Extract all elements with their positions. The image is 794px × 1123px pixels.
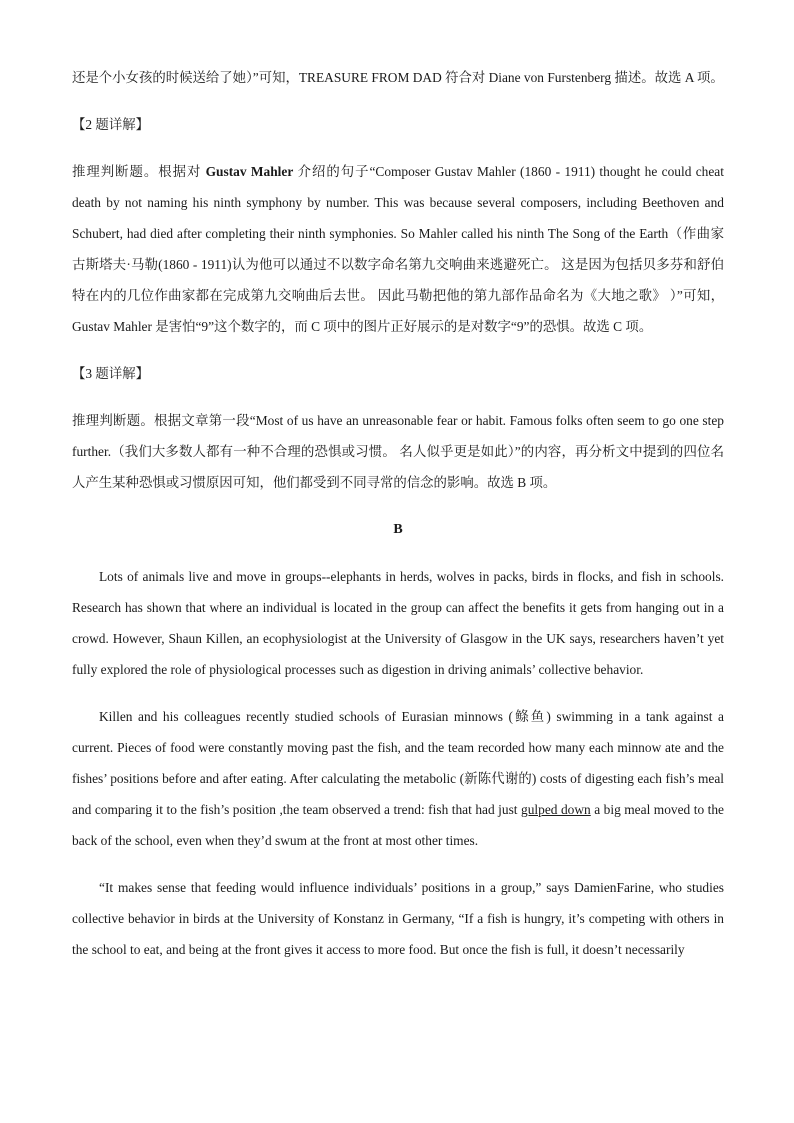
section-a-ending-text: 还是个小女孩的时候送给了她）”可知，TREASURE FROM DAD 符合对 Diane von Furstenberg 描述。故选 A 项。 <box>72 70 724 85</box>
q2-text-rest: 介绍的句子“Composer Gustav Mahler (1860 - 1911) thought he could cheat death by not naming his ninth symphony by number. This was because several composers, including Beethoven and Schubert, had died after completing their ninth symphonies. So Mahler called his ninth The Song of the Earth（作曲家古斯塔夫·马勒(1860 - 1911)认为他可以通过不以数字命名第九交响曲来逃避死亡。 这是因为包括贝多芬和舒伯特在内的几位作曲家都在完成第九交响曲后去世。 因此马勒把他的第九部作品命名为《大地之歌》 ）”可知，Gustav Mahler 是害怕“9”这个数字的，而 C 项中的图片正好展示的是对数字“9”的恐惧。故选 C 项。 <box>72 164 724 334</box>
section-b-title: B <box>393 522 403 537</box>
q3-heading: 【3 题详解】 <box>72 366 149 381</box>
section-b-paragraph-3: “It makes sense that feeding would influence individuals’ positions in a group,” says DamienFarine, who studies collective behavior in birds at the University of Konstanz in Germany, “If a fish is hungry, it’s competing with others in the school to eat, and being at the front gives it access to more food. But once the fish is full, it doesn’t necessarily <box>72 880 724 957</box>
document-page <box>72 62 724 981</box>
q3-explanation: 推理判断题。根据文章第一段“Most of us have an unreasonable fear or habit. Famous folks often seem to go one step further.（我们大多数人都有一种不合理的恐惧或习惯。 名人似乎更是如此）”的内容，再分析文中提到的四位名人产生某种恐惧或习惯原因可知，他们都受到不同寻常的信念的影响。故选 B 项。 <box>72 413 724 490</box>
q2-text-start: 推理判断题。根据对 <box>72 164 206 179</box>
q2-heading: 【2 题详解】 <box>72 117 149 132</box>
q2-explanation <box>72 156 724 342</box>
underlined-phrase: gulped down <box>521 802 591 817</box>
para2-text-end: a big meal moved to the back of the school, even when they’d swum at the front at most other times. <box>72 802 724 848</box>
para2-text-start: Killen and his colleagues recently studied schools of Eurasian minnows (鲦鱼) swimming in a tank against a current. Pieces of food were constantly moving past the fish, and the team recorded how many each minnow ate and the fishes’ positions before and after eating. After calculating the metabolic (新陈代谢的) costs of digesting each fish’s meal and comparing it to the fish’s position ,the team observed a trend: fish that had just <box>72 709 724 817</box>
section-b-paragraph-1: Lots of animals live and move in groups--elephants in herds, wolves in packs, birds in flocks, and fish in schools. Research has shown that where an individual is located in the group can affect the benefits it gets from hanging out in a crowd. However, Shaun Killen, an ecophysiologist at the University of Glasgow in the UK says, researchers haven’t yet fully explored the role of physiological processes such as digestion in driving animals’ collective behavior. <box>72 569 724 677</box>
q2-bold-name: Gustav Mahler <box>205 164 294 179</box>
section-b-paragraph-2 <box>72 701 724 856</box>
section-a-ending-paragraph <box>72 62 724 93</box>
